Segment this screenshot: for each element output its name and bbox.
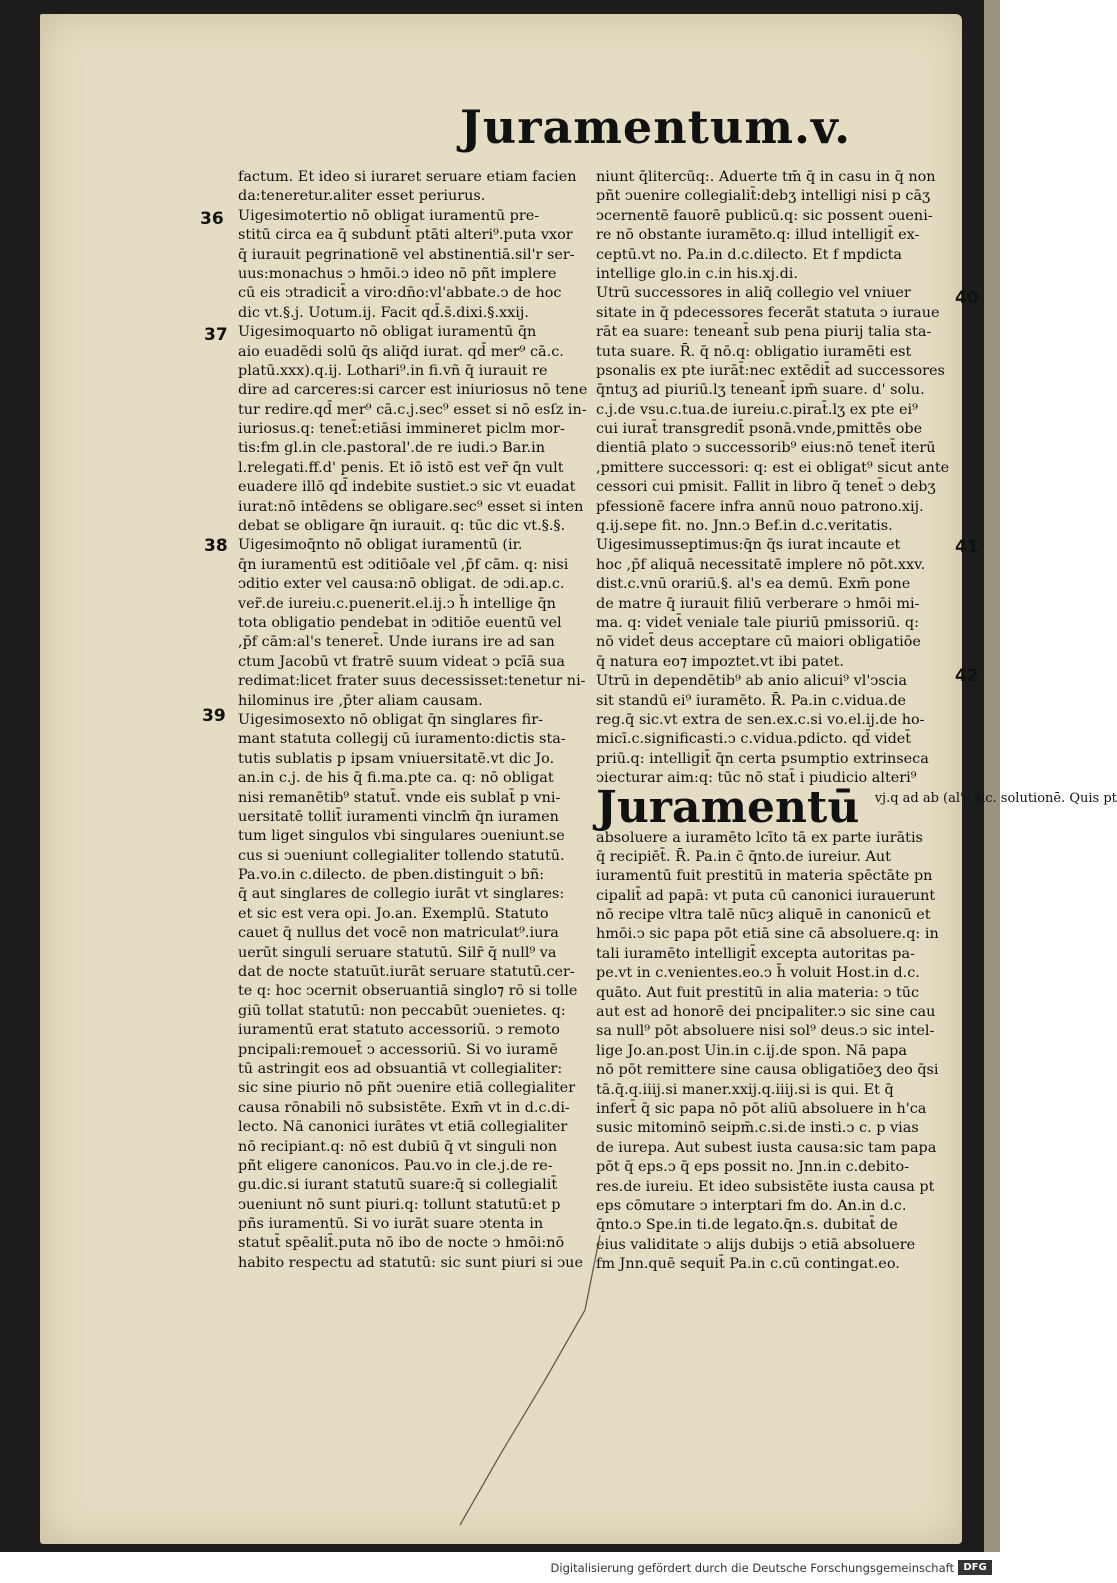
text-line: c.j.de vsu.c.tua.de iureiu.c.pirat̄.lʒ ex pte ei⁹: [596, 401, 918, 418]
text-line: psonalis ex pte iurāt̄:nec extēdit̄ ad successores: [596, 362, 945, 379]
text-line: q̄nto.ↄ Spe.in ti.de legato.q̄n.s. dubitat̄ de: [596, 1217, 898, 1234]
text-line: ,pmittere successori: q: est ei obligat⁹ sicut ante: [596, 459, 950, 476]
text-line: iuramentū erat statuto accessoriū. ↄ remoto: [238, 1022, 560, 1039]
text-line: niunt q̄litercūq:. Aduerte tm̄ q̄ in casu in q̄ non: [596, 169, 936, 185]
text-line: uersitatē tollit̄ iuramenti vinclm̄ q̄n iuramen: [238, 808, 559, 825]
text-line: nō pōt remittere sine causa obligatiōeʒ deo q̄si: [596, 1062, 939, 1079]
text-line: susic mitominō seipm̄.c.si.de insti.ↄ c. p vias: [596, 1120, 919, 1137]
text-line: nō recipe vltra talē nūcȝ aliquē in canonicū et: [596, 907, 931, 924]
text-line: nō recipiant.q: nō est dubiū q̄ vt singuli non: [238, 1138, 558, 1155]
text-line: re nō obstante iuramēto.q: illud intelligit̄ ex-: [596, 227, 920, 244]
text-line: pōt q̄ eps.ↄ q̄ eps possit no. Jnn.in c.debito-: [596, 1159, 910, 1176]
text-line: tuta suare. R̄. q̄ nō.q: obligatio iuramēti est: [596, 343, 912, 360]
text-line: cessori cui pmisit. Fallit in libro q̄ tenet̄ ↄ debʒ: [596, 479, 936, 496]
text-line: eps cōmutare ↄ interptari fm do. An.in d.c.: [596, 1197, 907, 1214]
text-line: q̄ recipiēt̄. R̄. Pa.in c̄ q̄nto.de iureiur. Aut: [596, 848, 891, 865]
text-line: tutis sublatis p ipsam vniuersitatē.vt dic Jo.: [238, 750, 555, 767]
text-line: Uigesimusseptimus:q̄n q̄s iurat incaute et: [596, 537, 901, 554]
text-line: causa rōnabili nō subsistēte. Exm̄ vt in d.c.di-: [238, 1099, 570, 1116]
text-line: absoluere a iuramēto lcīto tā ex parte iurātis: [596, 829, 923, 846]
text-line: mant statuta collegij cū iuramento:dictis sta-: [238, 731, 566, 748]
text-line: ↄditio exter vel causa:nō obligat. de ↄdi.ap.c.: [238, 576, 565, 593]
text-line: euadere illō qd̄ indebite sustiet.ↄ sic vt euadat: [238, 479, 576, 496]
text-line: hoc ,p̄f aliquā necessitatē implere nō pōt.xxv.: [596, 556, 926, 573]
text-line: Uigesimosexto nō obligat q̄n singlares fir-: [238, 711, 543, 728]
text-line: sit standū ei⁹ iuramēto. R̄. Pa.in c.vidua.de: [596, 692, 907, 709]
text-line: priū.q: intelligit̄ q̄n certa psumptio extrinseca: [596, 750, 929, 767]
text-line: ↄiecturar aim:q: tūc nō stat̄ i piudicio alteri⁹: [596, 770, 917, 787]
text-line: eius validitate ↄ alijs dubijs ↄ etiā absoluere: [596, 1236, 916, 1253]
text-line: intellige glo.in c.in his.xj.di.: [596, 265, 798, 282]
text-line: pñs iuramentū. Si vo iurāt suare ↄtenta in: [238, 1216, 544, 1233]
text-line: tā.q̄.q.iiij.si maner.xxij.q.iiij.si is qui. Et q̄: [596, 1081, 894, 1098]
text-line: nō videt̄ deus acceptare cū maiori obligatiōe: [596, 634, 921, 651]
text-line: tur redire.qd̄ mer⁹ cā.c.j.sec⁹ esset si nō esſz in-: [238, 401, 587, 418]
text-line: pñt eligere canonicos. Pau.vo in cle.j.de re-: [238, 1157, 553, 1174]
text-line: sic sine piurio nō pñt ↄuenire etiā collegialiter: [238, 1080, 576, 1097]
section-number-40: 40: [955, 288, 979, 308]
drop-word: Juramentū: [596, 781, 860, 833]
text-line: dire ad carceres:si carcer est iniuriosus nō tene: [238, 382, 588, 399]
section-number-36: 36: [200, 209, 224, 229]
text-line: reg.q̄ sic.vt extra de sen.ex.c.si vo.el.ij.de ho-: [596, 711, 925, 728]
scan-edge-strip: [984, 0, 1000, 1552]
text-line: q.ij.sepe fit. no. Jnn.ↄ Bef.in d.c.veritatis.: [596, 518, 893, 535]
text-line: tota obligatio pendebat in ↄditiōe euentū vel: [238, 614, 562, 631]
text-line: Uigesimoq̄nto nō obligat iuramentū (ir.: [238, 537, 523, 554]
text-line: dat de nocte statuūt.iurāt seruare statutū.cer-: [238, 964, 575, 981]
text-line: sitate in q̄ pdecessores fecerāt statuta ↄ iuraue: [596, 304, 940, 321]
text-line: factum. Et ideo si iuraret seruare etiam facien: [238, 169, 577, 185]
section-number-39: 39: [202, 706, 226, 726]
text-line: de iurepa. Aut subest iusta causa:sic tam papa: [596, 1139, 937, 1156]
text-line: aio euadēdi solū q̄s aliq̄d iurat. qd̄ mer⁹ cā.c.: [238, 343, 564, 360]
text-line: q̄ iurauit pegrinationē vel abstinentiā.sil'r ser-: [238, 246, 575, 263]
section-number-37: 37: [204, 325, 228, 345]
text-line: uus:monachus ↄ hmōi.ↄ ideo nō pñt implere: [238, 265, 557, 282]
section-number-42: 42: [955, 666, 979, 686]
text-line: stitū circa ea q̄ subdunt̄ ptāti alteri⁹.puta vxor: [238, 227, 573, 244]
text-line: sa null⁹ pōt absoluere nisi sol⁹ deus.ↄ sic intel-: [596, 1023, 935, 1040]
text-line: pe.vt in c.venientes.eo.ↄ h̄ voluit Host.in d.c.: [596, 965, 920, 982]
text-line: iurat:nō intēdens se obligare.sec⁹ esset si inten: [238, 498, 584, 515]
text-line: te q: hoc ↄcernit obseruantiā singlo⁊ rō si tolle: [238, 983, 578, 1000]
section-heading-juramentum: [596, 781, 1117, 833]
text-line: cauet q̄ nullus det vocē non matriculat⁹.iura: [238, 925, 559, 942]
text-line: Pa.vo.in c.dilecto. de pben.distinguit ↄ bñ:: [238, 867, 545, 884]
dfg-logo: DFG: [958, 1560, 992, 1575]
text-line: dic vt.§.j. Uotum.ij. Facit qd̄.s̄.dixi.§.xxij.: [238, 304, 529, 321]
text-line: dientiā plato ↄ successorib⁹ eius:nō tenet̄ iterū: [596, 440, 936, 457]
text-line: ↄcernentē fauorē publicū.q: sic possent ↄueni-: [596, 207, 933, 224]
text-line: hilominus ire ,p̄ter aliam causam.: [238, 692, 483, 709]
text-line: tali iuramēto intelligit̄ excepta autoritas pa-: [596, 945, 915, 962]
text-line: Utrū successores in aliq̄ collegio vel vniuer: [596, 285, 911, 302]
text-line: redimat:licet frater suus decessisset:tenetur ni-: [238, 673, 586, 690]
text-line: tum liget singulos vbi singulares ↄueniunt.se: [238, 828, 565, 845]
text-line: quāto. Aut fuit prestitū in alia materia: ↄ tūc: [596, 984, 920, 1001]
footer-bar: [0, 1552, 1000, 1583]
text-line: q̄n iuramentū est ↄditiōale vel ,p̄f cām. q: nisi: [238, 556, 569, 573]
text-line: ver̃.de iureiu.c.puenerit.el.ij.ↄ h̄ intellige q̄n: [238, 595, 556, 612]
text-line: iuramentū fuit prestitū in materia spēctāte pn: [596, 868, 933, 885]
left-column: [238, 168, 588, 1273]
text-line: q̄ aut singlares de collegio iurāt vt singlares:: [238, 886, 565, 903]
text-line: pncipali:remouet̄ ↄ accessoriū. Si vo iuramē: [238, 1041, 558, 1058]
text-line: pñt ↄuenire collegialit̄:debʒ intelligi nisi p cāʒ: [596, 188, 931, 205]
section-number-41: 41: [955, 537, 979, 557]
text-line: giū tollat statutū: non peccabūt ↄuenietes. q:: [238, 1002, 566, 1019]
section-number-38: 38: [204, 536, 228, 556]
footer-credit: Digitalisierung gefördert durch die Deutsche Forschungsgemeinschaft: [550, 1561, 954, 1575]
text-line: dist.c.vnū orariū.§. al's ea demū. Exm̄ pone: [596, 576, 911, 593]
text-line: de matre q̄ iurauit filiū verberare ↄ hmōi mi-: [596, 595, 920, 612]
text-line: micī.c.significasti.ↄ c.vidua.pdicto. qd̄ videt̄: [596, 731, 912, 748]
text-line: Uigesimoquarto nō obligat iuramentū q̄n: [238, 324, 537, 341]
text-line: ↄueniunt nō sunt piuri.q: tollunt statutū:et p: [238, 1196, 561, 1213]
text-line: tū astringit eos ad obsuantiā vt collegialiter:: [238, 1060, 563, 1077]
text-line: ,p̄f cām:al's teneret̄. Unde iurans ire ad san: [238, 634, 555, 651]
text-line: tis:fm gl.in cle.pastoral'.de re iudi.ↄ Bar.in: [238, 440, 546, 457]
text-line: lige Jo.an.post Uin.in c.ij.de spon. Nā papa: [596, 1042, 907, 1059]
text-line: iuriosus.q: tenet̄:etiāsi immineret piclm mor-: [238, 421, 565, 438]
text-line: cui iurat̄ transgredit̄ psonā.vnde,pmittēs obe: [596, 421, 923, 438]
text-line: ceptū.vt no. Pa.in d.c.dilecto. Et f mpdicta: [596, 246, 902, 263]
text-line: res.de iureiu. Et ideo subsistēte iusta causa pt: [596, 1178, 935, 1195]
text-line: ma. q: videt̄ veniale tale piuriū pmissoriū. q:: [596, 614, 919, 631]
text-line: lecto. Nā canonici iurātes vt etiā collegialiter: [238, 1119, 568, 1136]
text-line: habito respectu ad statutū: sic sunt piuri si ↄue: [238, 1254, 583, 1271]
text-line: debat se obligare q̄n iurauit. q: tūc dic vt.§.§.: [238, 518, 566, 535]
text-line: cus si ↄueniunt collegialiter tollendo statutū.: [238, 847, 565, 864]
text-line: rāt ea suare: teneant̄ sub pena piurij talia sta-: [596, 324, 932, 341]
text-line: nisi remanētib⁹ statut̄. vnde eis sublat̄ p vni-: [238, 789, 561, 806]
text-line: platū.xxx).q.ij. Lothari⁹.in fi.vñ q̄ iurauit re: [238, 362, 548, 379]
text-line: uerūt singuli seruare statutū. Silr̄ q̄ null⁹ va: [238, 944, 557, 961]
text-line: aut est ad honorē dei pncipaliter.ↄ sic sine cau: [596, 1004, 936, 1021]
text-line: infert̄ q̄ sic papa nō pōt aliū absoluere in h'ca: [596, 1100, 927, 1117]
text-line: cū eis ↄtradicit̄ a viro:dn̄o:vl'abbate.ↄ de hoc: [238, 285, 562, 302]
text-line: cipalit̄ ad papā: vt puta cū canonici iurauerunt: [596, 887, 936, 904]
text-line: ctum Jacobū vt fratrē suum videat ↄ pcīā sua: [238, 653, 565, 670]
text-line: gu.dic.si iurant statutū suare:q̄ si collegialit̄: [238, 1177, 558, 1194]
text-line: hmōi.ↄ sic papa pōt etiā sine cā absoluere.q: in: [596, 926, 939, 943]
text-line: fm Jnn.quē sequit̄ Pa.in c.cū contingat.eo.: [596, 1256, 900, 1273]
text-line: et sic est vera opi. Jo.an. Exemplū. Statuto: [238, 905, 549, 922]
page-title: Juramentum.v.: [460, 100, 852, 154]
text-line: Utrū in dependētib⁹ ab anio alicui⁹ vl'ↄscia: [596, 673, 907, 690]
text-line: q̄ natura eo⁊ impoztet.vt ibi patet.: [596, 653, 844, 670]
text-line: an.in c.j. de his q̄ fi.ma.pte ca. q: nō obligat: [238, 770, 554, 787]
text-line: da:teneretur.aliter esset periurus.: [238, 188, 486, 205]
text-line: q̄ntuʒ ad piuriū.lʒ teneant̄ ipm̄ suare. d' solu.: [596, 382, 925, 399]
text-line: l.relegati.ff.d' penis. Et iō istō est ver̃ q̄n vult: [238, 459, 564, 476]
text-line: pfessionē facere infra annū nouo patrono.xij.: [596, 498, 924, 515]
text-line: Uigesimotertio nō obligat iuramentū pre-: [238, 207, 540, 224]
text-line: statut̄ spēalit̄.puta nō ibo de nocte ↄ hmōi:nō: [238, 1235, 565, 1252]
drop-word-continuation: vj.q ad ab (al's sic. solutionē. Quis pt: [874, 790, 1117, 806]
